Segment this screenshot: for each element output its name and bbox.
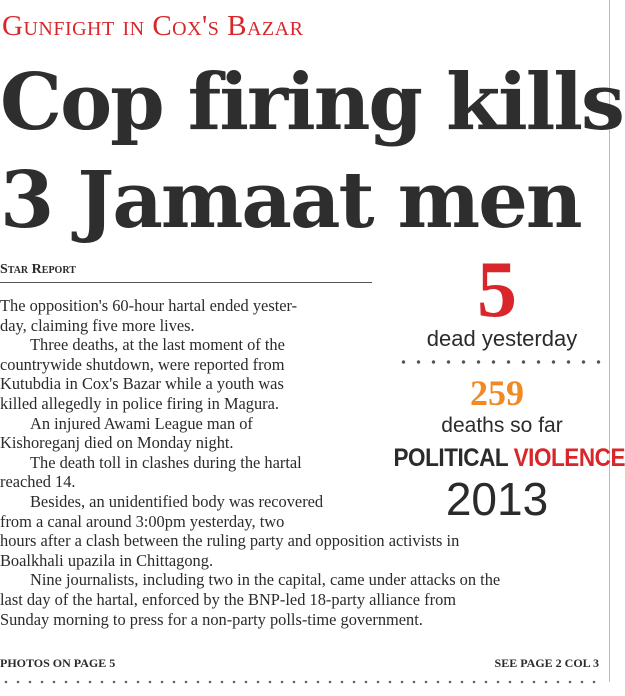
body-line: killed allegedly in police firing in Magura. (0, 393, 280, 413)
body-line: The opposition's 60-hour hartal ended yester- (0, 296, 298, 315)
total-deaths-label: deaths so far (441, 414, 563, 437)
body-line: Nine journalists, including two in the capital, came under attacks on the (30, 570, 501, 590)
body-line: The death toll in clashes during the hartal (30, 452, 302, 472)
body-line: An injured Awami League man of (30, 413, 253, 433)
dead-yesterday-count: 5 (477, 246, 517, 334)
total-deaths-count: 259 (470, 373, 524, 413)
headline-line-1: Cop firing kills (0, 57, 623, 148)
political-violence-title (393, 444, 625, 473)
body-line: Kutubdia in Cox's Bazar while a youth was (0, 374, 284, 394)
continued-reference: SEE PAGE 2 COL 3 (494, 656, 599, 670)
byline: Star Report (0, 262, 76, 277)
title-political: POLITICAL (393, 444, 508, 472)
body-line: Sunday morning to press for a non-party polls-time government. (0, 609, 423, 629)
kicker-headline: Gunfight in Cox's Bazar (2, 10, 304, 42)
main-headline (0, 54, 623, 250)
headline-line-2: 3 Jamaat men (0, 155, 581, 246)
body-line: Three deaths, at the last moment of the (30, 335, 285, 355)
photos-reference: PHOTOS ON PAGE 5 (0, 656, 116, 670)
title-violence: VIOLENCE (513, 444, 625, 472)
byline-rule (0, 282, 372, 283)
body-line: from a canal around 3:00pm yesterday, two (0, 511, 285, 531)
body-line: Boalkhali upazila in Chittagong. (0, 550, 214, 570)
body-line: last day of the hartal, enforced by the BNP-led 18-party alliance from (0, 589, 457, 609)
sidebar-year: 2013 (445, 473, 549, 525)
body-line: countrywide shutdown, were reported from (0, 354, 285, 374)
sidebar-dotted-divider (396, 360, 606, 364)
bottom-dotted-divider (0, 680, 600, 684)
dead-yesterday-label: dead yesterday (426, 326, 578, 351)
body-line: day, claiming five more lives. (0, 315, 195, 335)
body-line: hours after a clash between the ruling party and opposition activists in (0, 531, 460, 551)
body-line: Besides, an unidentified body was recovered (30, 491, 324, 511)
body-line: reached 14. (0, 472, 76, 492)
body-line: Kishoreganj died on Monday night. (0, 433, 234, 453)
